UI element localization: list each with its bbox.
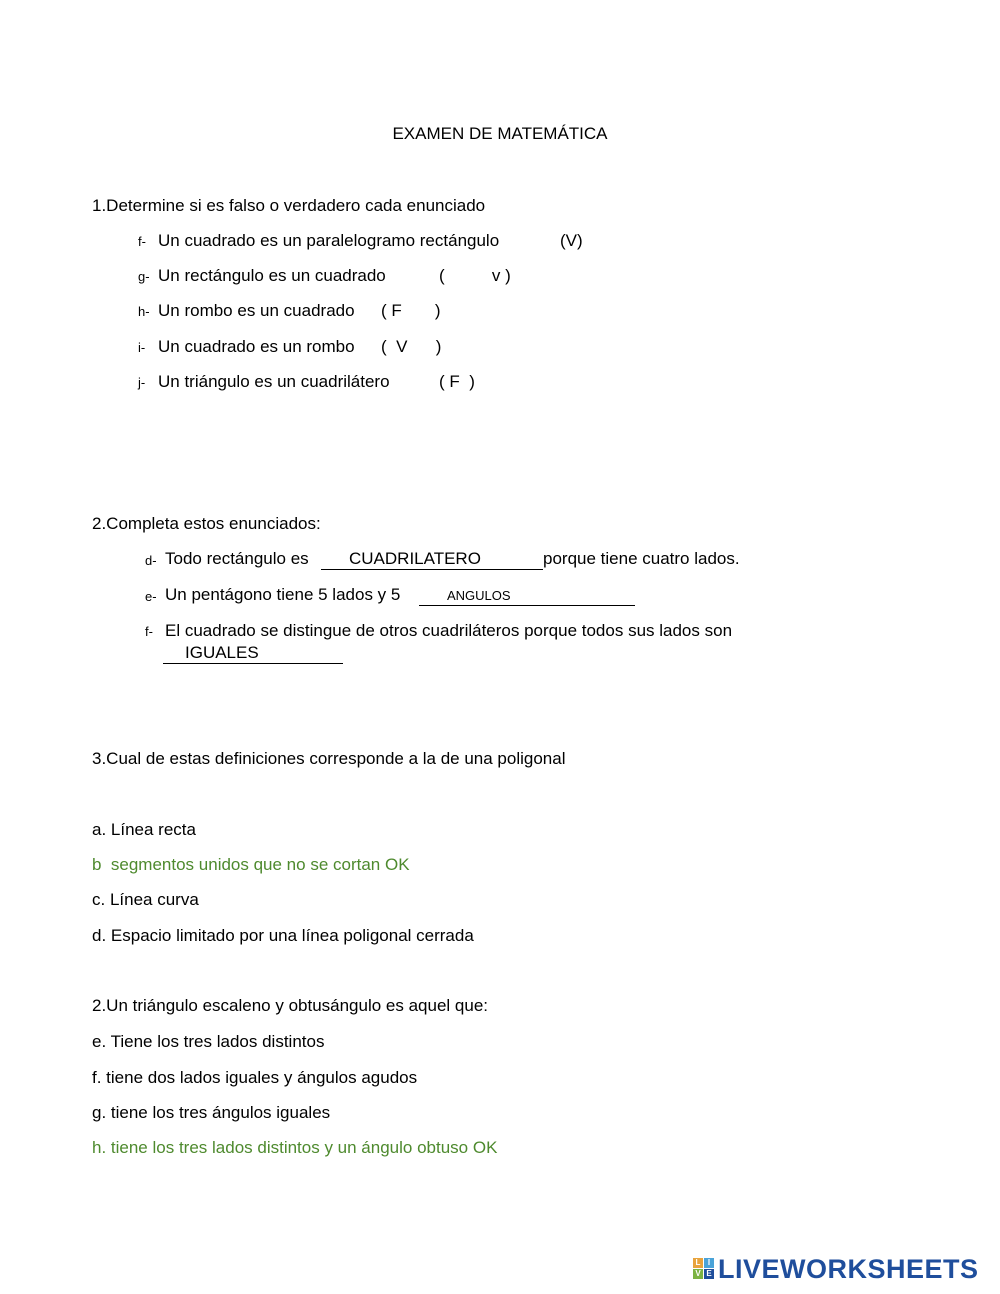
option-b-correct[interactable]: b segmentos unidos que no se cortan OK bbox=[92, 855, 410, 874]
option-c[interactable]: c. Línea curva bbox=[92, 890, 199, 909]
logo-mark-icon bbox=[693, 1258, 715, 1280]
item-text: Un rectángulo es un cuadrado bbox=[158, 266, 386, 285]
item-text: El cuadrado se distingue de otros cuadriláteros porque todos sus lados son bbox=[165, 621, 733, 640]
q4-heading: 2.Un triángulo escaleno y obtusángulo es aquel que: bbox=[92, 996, 489, 1015]
logo-mark-letter: I bbox=[704, 1258, 714, 1268]
item-text: Todo rectángulo es bbox=[165, 549, 309, 568]
answer-value: CUADRILATERO bbox=[349, 549, 481, 568]
answer-field[interactable] bbox=[419, 585, 635, 606]
option-a[interactable]: a. Línea recta bbox=[92, 820, 196, 839]
item-label: d- bbox=[145, 553, 157, 568]
logo-text: LIVEWORKSHEETS bbox=[718, 1253, 979, 1284]
option-e[interactable]: e. Tiene los tres lados distintos bbox=[92, 1032, 325, 1051]
item-label: f- bbox=[138, 234, 146, 249]
answer-field[interactable] bbox=[163, 643, 343, 664]
answer-field[interactable]: (V) bbox=[560, 231, 583, 250]
q1-heading: 1.Determine si es falso o verdadero cada enunciado bbox=[92, 196, 486, 215]
logo-mark-letter: L bbox=[693, 1258, 703, 1268]
option-g[interactable]: g. tiene los tres ángulos iguales bbox=[92, 1103, 331, 1122]
answer-field[interactable]: ( F ) bbox=[439, 372, 475, 391]
q3-heading: 3.Cual de estas definiciones corresponde a la de una poligonal bbox=[92, 749, 566, 768]
item-label: e- bbox=[145, 589, 157, 604]
item-label: g- bbox=[138, 269, 150, 284]
answer-field[interactable]: ( v ) bbox=[439, 266, 511, 285]
logo-mark-letter: V bbox=[693, 1269, 703, 1279]
liveworksheets-logo bbox=[693, 1255, 979, 1283]
option-h-correct[interactable]: h. tiene los tres lados distintos y un ángulo obtuso OK bbox=[92, 1138, 498, 1157]
item-text: Un cuadrado es un rombo bbox=[158, 337, 355, 356]
item-text: Un rombo es un cuadrado bbox=[158, 301, 355, 320]
item-label: f- bbox=[145, 624, 153, 639]
item-label: j- bbox=[138, 375, 146, 390]
item-label: h- bbox=[138, 304, 150, 319]
answer-value: IGUALES bbox=[185, 643, 259, 662]
logo-mark-letter: E bbox=[704, 1269, 714, 1279]
q2-heading: 2.Completa estos enunciados: bbox=[92, 514, 321, 533]
item-text-after: porque tiene cuatro lados. bbox=[543, 549, 740, 568]
answer-field[interactable]: ( V ) bbox=[381, 337, 442, 356]
item-text: Un triángulo es un cuadrilátero bbox=[158, 372, 390, 391]
answer-field[interactable] bbox=[321, 549, 543, 570]
answer-field[interactable]: ( F ) bbox=[381, 301, 441, 320]
item-text: Un cuadrado es un paralelogramo rectángulo bbox=[158, 231, 500, 250]
option-f[interactable]: f. tiene dos lados iguales y ángulos agudos bbox=[92, 1068, 418, 1087]
option-d[interactable]: d. Espacio limitado por una línea poligonal cerrada bbox=[92, 926, 474, 945]
item-label: i- bbox=[138, 340, 146, 355]
answer-value: ANGULOS bbox=[447, 588, 511, 603]
page-title: EXAMEN DE MATEMÁTICA bbox=[392, 124, 608, 143]
item-text: Un pentágono tiene 5 lados y 5 bbox=[165, 585, 401, 604]
